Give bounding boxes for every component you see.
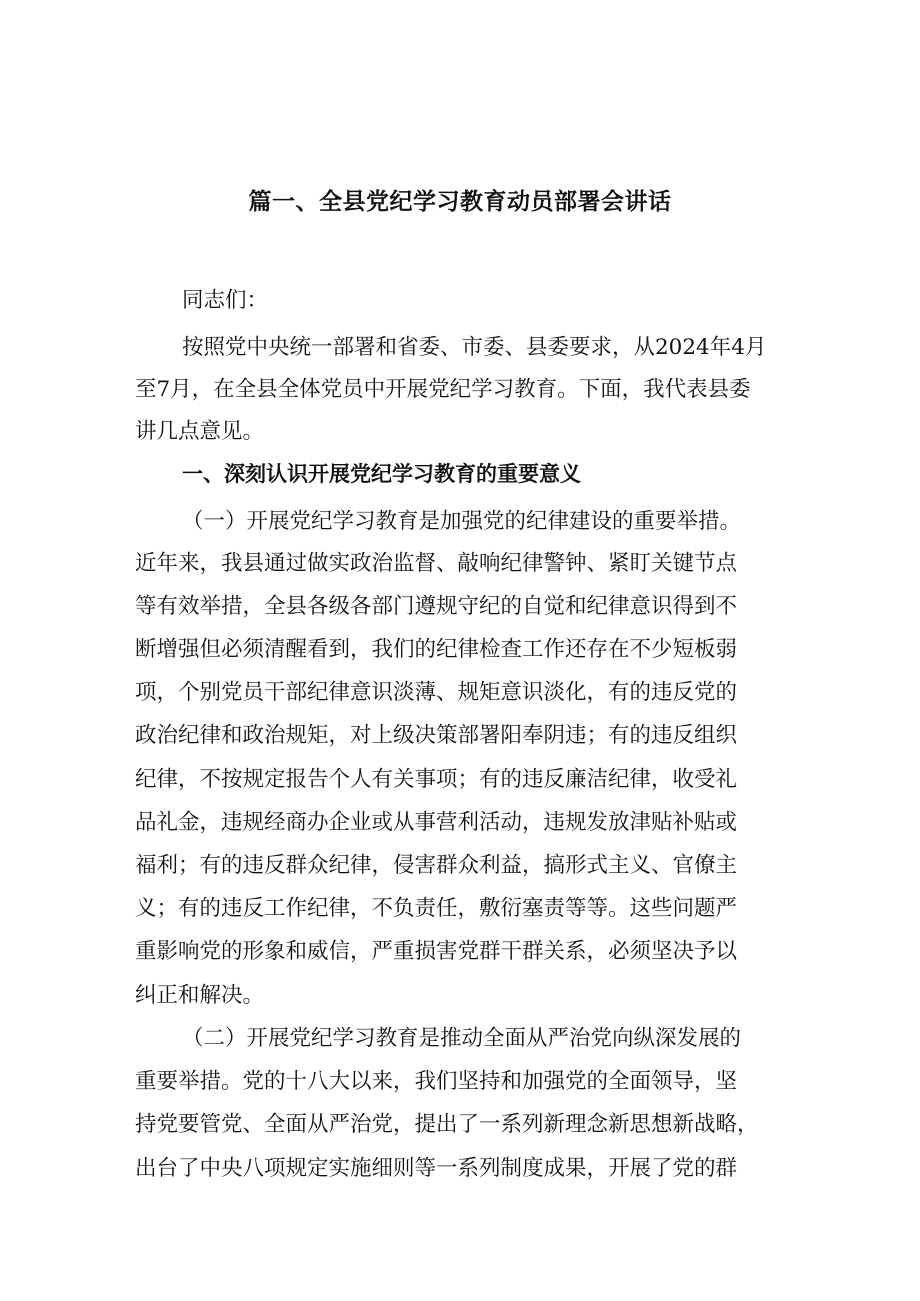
body-line: 等有效举措，全县各级各部门遵规守纪的自觉和纪律意识得到不 bbox=[135, 594, 738, 619]
body-line: 重影响党的形象和威信，严重损害党群干群关系，必须坚决予以 bbox=[135, 939, 738, 964]
body-line: 持党要管党、全面从严治党，提出了一系列新理念新思想新战略， bbox=[135, 1112, 759, 1137]
body-line: 出台了中央八项规定实施细则等一系列制度成果，开展了党的群 bbox=[135, 1156, 738, 1181]
body-line: 品礼金，违规经商办企业或从事营利活动，违规发放津贴补贴或 bbox=[135, 810, 738, 835]
body-line: （一）开展党纪学习教育是加强党的纪律建设的重要举措。 bbox=[182, 509, 742, 534]
body-line: 近年来，我县通过做实政治监督、敲响纪律警钟、紧盯关键节点 bbox=[135, 551, 738, 576]
body-line: 重要举措。党的十八大以来，我们坚持和加强党的全面领导，坚 bbox=[135, 1069, 738, 1094]
body-line: 义；有的违反工作纪律，不负责任，敷衍塞责等等。这些问题严 bbox=[135, 896, 738, 921]
body-line: （二）开展党纪学习教育是推动全面从严治党向纵深发展的 bbox=[182, 1026, 742, 1051]
salutation-line: 同志们： bbox=[182, 288, 269, 313]
body-line: 纠正和解决。 bbox=[135, 983, 265, 1008]
body-line: 断增强但必须清醒看到，我们的纪律检查工作还存在不少短板弱 bbox=[135, 637, 738, 662]
body-line: 讲几点意见。 bbox=[135, 419, 265, 444]
body-line: 政治纪律和政治规矩，对上级决策部署阳奉阴违；有的违反组织 bbox=[135, 723, 738, 748]
body-line: 福利；有的违反群众纪律，侵害群众利益，搞形式主义、官僚主 bbox=[135, 853, 738, 878]
body-line: 至7月，在全县全体党员中开展党纪学习教育。下面，我代表县委 bbox=[135, 377, 751, 402]
document-title: 篇一、全县党纪学习教育动员部署会讲话 bbox=[248, 189, 672, 215]
body-line: 项，个别党员干部纪律意识淡薄、规矩意识淡化，有的违反党的 bbox=[135, 680, 738, 705]
section-heading: 一、深刻认识开展党纪学习教育的重要意义 bbox=[182, 462, 581, 486]
body-line: 纪律，不按规定报告个人有关事项；有的违反廉洁纪律，收受礼 bbox=[135, 767, 738, 792]
body-line: 按照党中央统一部署和省委、市委、县委要求，从2024年4月 bbox=[182, 335, 767, 360]
